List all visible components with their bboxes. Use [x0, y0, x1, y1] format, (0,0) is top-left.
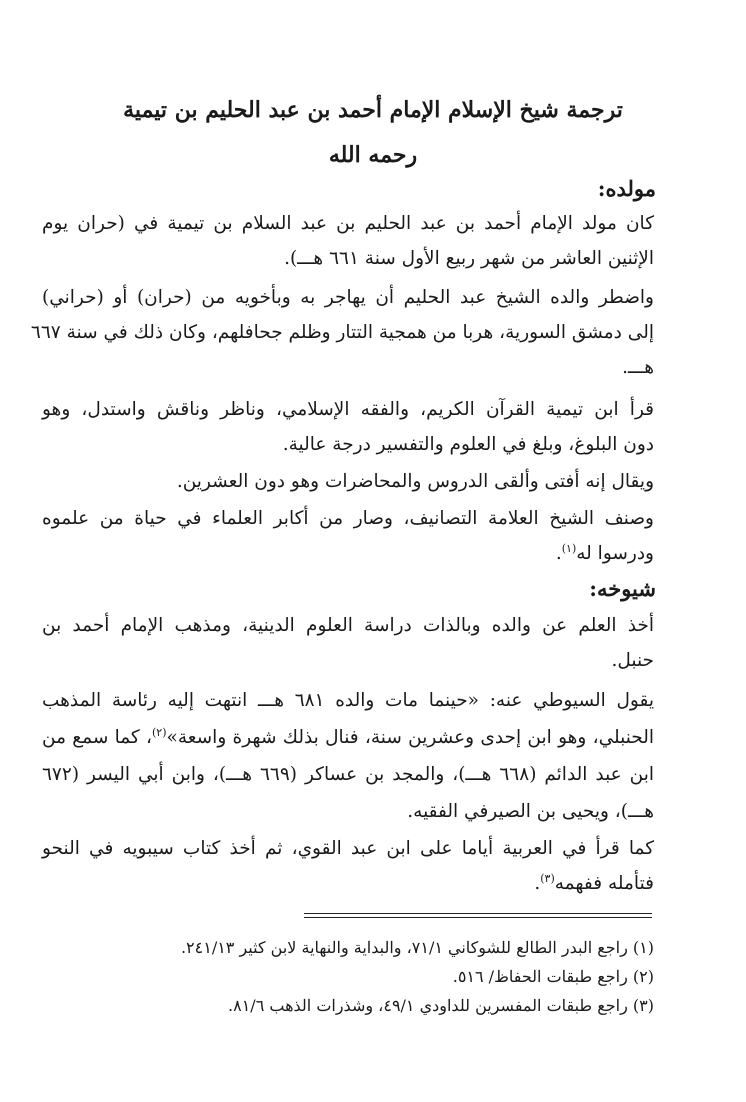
text-line: أخذ العلم عن والده وبالذات دراسة العلوم الدينية، ومذهب الإمام أحمد بن [42, 615, 654, 636]
text-line: كان مولد الإمام أحمد بن عبد الحليم بن عبد السلام بن تيمية في (حران يوم [42, 213, 654, 234]
footnote-ref-1[interactable]: (١) [561, 541, 577, 555]
footnote-1: (١) راجع البدر الطالع للشوكاني ٧١/١، والبداية والنهاية لابن كثير ٢٤١/١٣. [180, 938, 654, 957]
section-heading-teachers: شيوخه: [589, 576, 656, 601]
page-subtitle: رحمه الله [328, 142, 418, 168]
footnote-separator [304, 913, 652, 914]
text-line: دون البلوغ، وبلغ في العلوم والتفسير درجة عالية. [282, 434, 654, 455]
text-line: واضطر والده الشيخ عبد الحليم أن يهاجر به وبأخويه من (حران) أو (حراني) [42, 287, 654, 308]
text-line: وصنف الشيخ العلامة التصانيف، وصار من أكابر العلماء في حياة من علموه [42, 508, 654, 529]
section-heading-birth: مولده: [597, 176, 656, 201]
text-line: حنبل. [611, 650, 654, 671]
text-line: هـــ. [622, 357, 654, 378]
page-title: ترجمة شيخ الإسلام الإمام أحمد بن عبد الحليم بن تيمية [123, 97, 623, 123]
text-line: الإثنين العاشر من شهر ربيع الأول سنة ٦٦١ هـــ). [284, 248, 654, 269]
text-segment: ، كما سمع من [42, 727, 152, 748]
text-line [42, 723, 654, 753]
footnote-2: (٢) راجع طبقات الحفاظ/ ٥١٦. [452, 967, 654, 986]
text-line: قرأ ابن تيمية القرآن الكريم، والفقه الإسلامي، وناظر وناقش واستدل، وهو [42, 399, 654, 420]
footnote-ref-3[interactable]: (٣) [540, 871, 555, 885]
footnote-ref-2[interactable]: (٢) [152, 725, 167, 739]
footnote-separator [304, 917, 652, 918]
text-segment: . [555, 543, 562, 564]
text-segment: . [534, 873, 541, 894]
text-line: إلى دمشق السورية، هربا من همجية التتار وظلم جحافلهم، وكان ذلك في سنة ٦٦٧ [30, 322, 654, 343]
text-line [42, 539, 654, 569]
footnote-3: (٣) راجع طبقات المفسرين للداودي ٤٩/١، وشذرات الذهب ٨١/٦. [228, 996, 654, 1015]
text-line: يقول السيوطي عنه: «حينما مات والده ٦٨١ هـــ انتهت إليه رئاسة المذهب [42, 690, 654, 711]
text-segment: فتأمله ففهمه [554, 873, 654, 894]
text-line: ابن عبد الدائم (٦٦٨ هـــ)، والمجد بن عساكر (٦٦٩ هـــ)، وابن أبي اليسر (٦٧٢ [42, 764, 654, 785]
text-line: كما قرأ في العربية أياما على ابن عبد القوي، ثم أخذ كتاب سيبويه في النحو [42, 838, 654, 859]
text-line: هـــ)، ويحيى بن الصيرفي الفقيه. [407, 801, 654, 822]
text-segment: ودرسوا له [576, 543, 654, 564]
text-segment: الحنبلي، وهو ابن إحدى وعشرين سنة، فنال بذلك شهرة واسعة» [166, 727, 654, 748]
text-line: ويقال إنه أفتى وألقى الدروس والمحاضرات وهو دون العشرين. [176, 471, 654, 492]
text-line [42, 869, 654, 899]
